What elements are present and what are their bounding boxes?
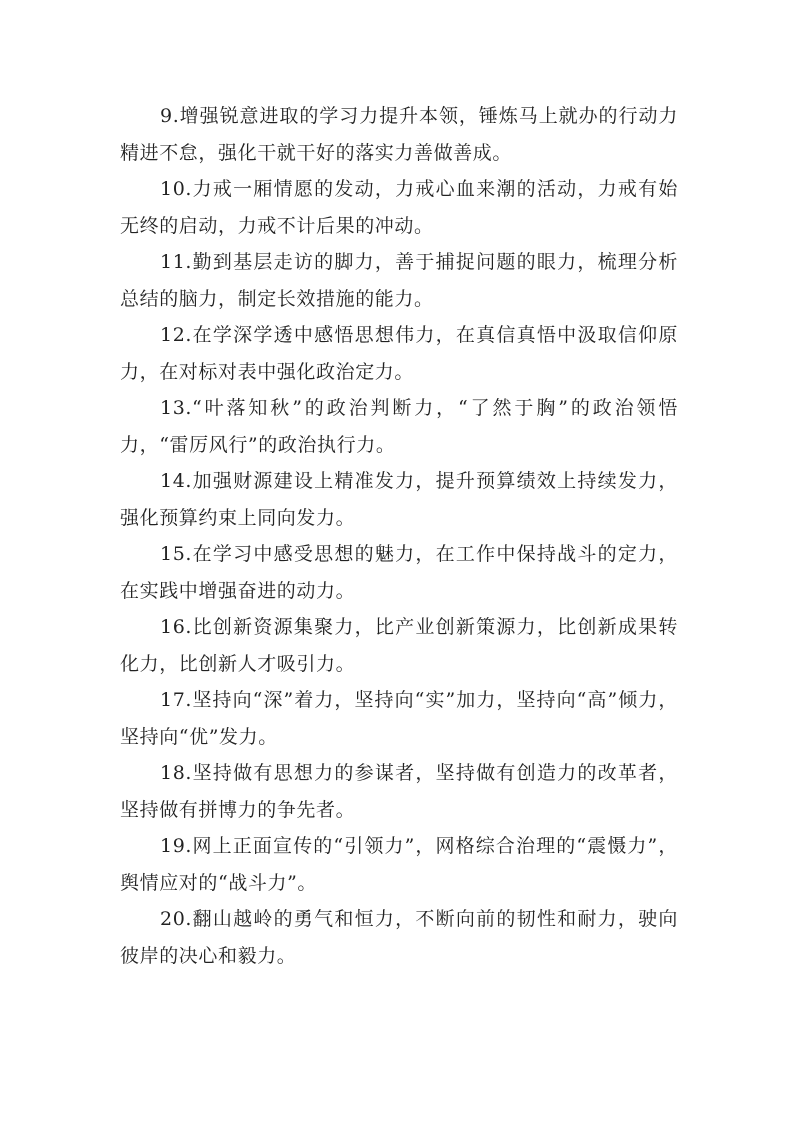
paragraph-18: 18.坚持做有思想力的参谋者，坚持做有创造力的改革者，坚持做有拼博力的争先者。 <box>120 762 678 821</box>
paragraph-9: 9.增强锐意进取的学习力提升本领，锤炼马上就办的行动力精进不怠，强化干就干好的落实力善做善成。 <box>120 105 678 164</box>
paragraph-13: 13.“叶落知秋”的政治判断力，“了然于胸”的政治领悟力，“雷厉风行”的政治执行力。 <box>120 397 678 456</box>
document-body <box>120 98 678 974</box>
paragraph-19: 19.网上正面宣传的“引领力”，网格综合治理的“震慑力”，舆情应对的“战斗力”。 <box>120 835 678 894</box>
paragraph-17: 17.坚持向“深”着力，坚持向“实”加力，坚持向“高”倾力，坚持向“优”发力。 <box>120 689 678 748</box>
paragraph-14: 14.加强财源建设上精准发力，提升预算绩效上持续发力，强化预算约束上同向发力。 <box>120 470 678 529</box>
paragraph-11: 11.勤到基层走访的脚力，善于捕捉问题的眼力，梳理分析总结的脑力，制定长效措施的能力。 <box>120 251 678 310</box>
paragraph-12: 12.在学深学透中感悟思想伟力，在真信真悟中汲取信仰原力，在对标对表中强化政治定力。 <box>120 324 678 383</box>
paragraph-15: 15.在学习中感受思想的魅力，在工作中保持战斗的定力，在实践中增强奋进的动力。 <box>120 543 678 602</box>
paragraph-20: 20.翻山越岭的勇气和恒力，不断向前的韧性和耐力，驶向彼岸的决心和毅力。 <box>120 908 678 967</box>
paragraph-16: 16.比创新资源集聚力，比产业创新策源力，比创新成果转化力，比创新人才吸引力。 <box>120 616 678 675</box>
paragraph-10: 10.力戒一厢情愿的发动，力戒心血来潮的活动，力戒有始无终的启动，力戒不计后果的冲动。 <box>120 178 678 237</box>
